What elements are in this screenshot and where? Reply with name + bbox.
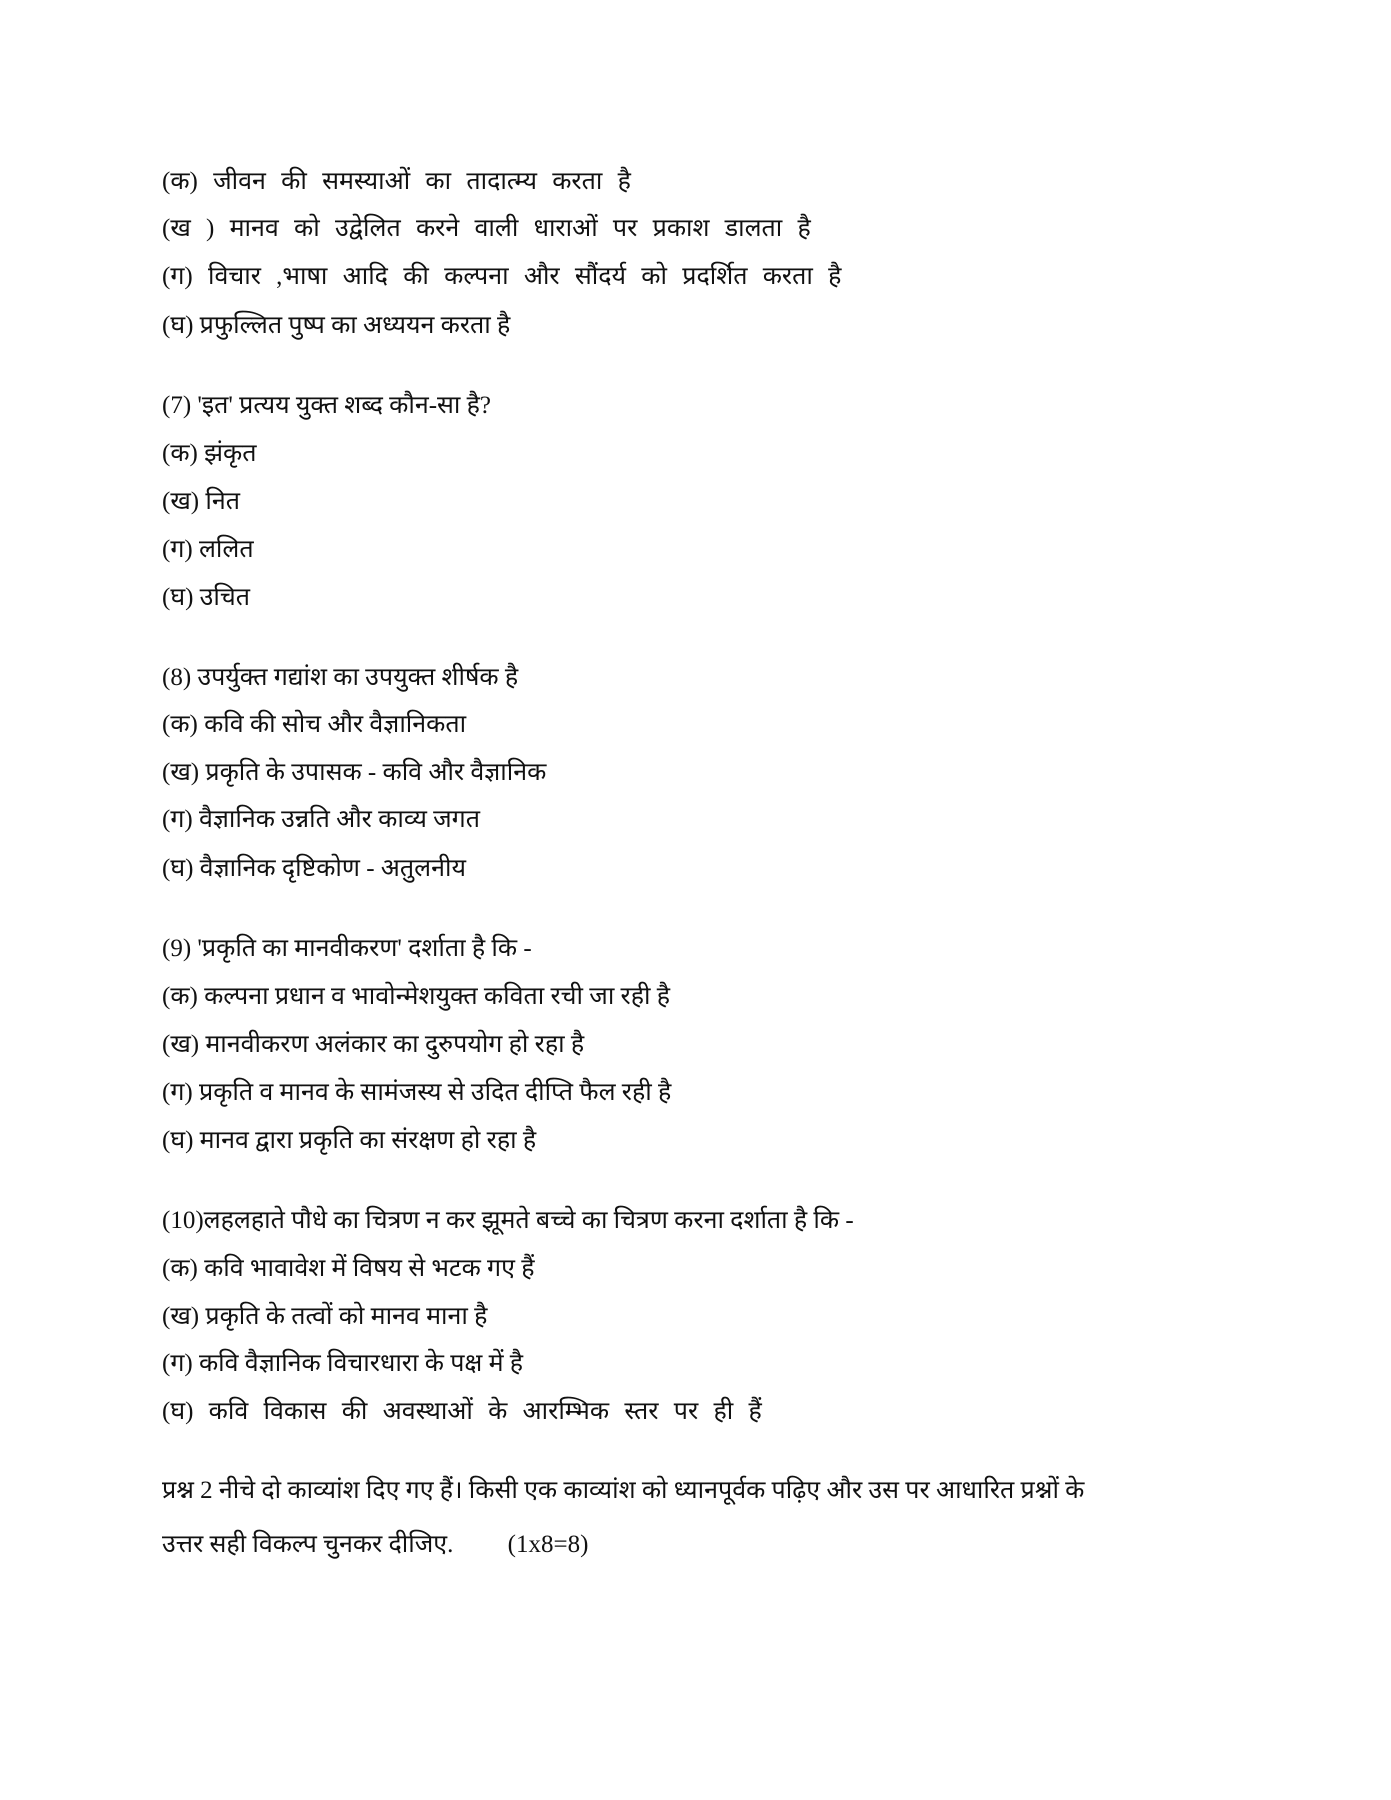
q9-option-ka: (क) कल्पना प्रधान व भावोन्मेशयुक्त कविता रची जा रही है (162, 983, 671, 1010)
q8-option-kha: (ख) प्रकृति के उपासक - कवि और वैज्ञानिक (162, 759, 547, 786)
section2-instruction-line2: उत्तर सही विकल्प चुनकर दीजिए. (162, 1531, 454, 1558)
q10-option-ka: (क) कवि भावावेश में विषय से भटक गए हैं (162, 1255, 535, 1282)
section2-instruction: प्रश्न 2 नीचे दो काव्यांश दिए गए हैं। किसी एक काव्यांश को ध्यानपूर्वक पढ़िए और उस पर आधारित प्रश्नों के (162, 1477, 1085, 1504)
section2-instruction-cont (162, 1528, 588, 1562)
q7-option-kha: (ख) नित (162, 488, 240, 515)
q7-option-ga: (ग) ललित (162, 536, 254, 563)
q7-option-gha: (घ) उचित (162, 584, 250, 611)
q8-option-ka: (क) कवि की सोच और वैज्ञानिकता (162, 711, 467, 738)
q6-option-ga: (ग) विचार ,भाषा आदि की कल्पना और सौंदर्य को प्रदर्शित करता है (162, 263, 842, 290)
q9-option-gha: (घ) मानव द्वारा प्रकृति का संरक्षण हो रहा है (162, 1127, 537, 1154)
q9-question: (9) 'प्रकृति का मानवीकरण' दर्शाता है कि - (162, 935, 532, 962)
q6-option-kha: (ख ) मानव को उद्वेलित करने वाली धाराओं पर प्रकाश डालता है (162, 215, 811, 242)
q8-option-gha: (घ) वैज्ञानिक दृष्टिकोण - अतुलनीय (162, 855, 466, 882)
q10-option-gha: (घ) कवि विकास की अवस्थाओं के आरम्भिक स्तर पर ही हैं (162, 1398, 762, 1425)
q9-option-kha: (ख) मानवीकरण अलंकार का दुरुपयोग हो रहा है (162, 1031, 585, 1058)
q10-question: (10)लहलहाते पौधे का चित्रण न कर झूमते बच्चे का चित्रण करना दर्शाता है कि - (162, 1207, 854, 1234)
q9-option-ga: (ग) प्रकृति व मानव के सामंजस्य से उदित दीप्ति फैल रही है (162, 1079, 672, 1106)
q6-option-gha: (घ) प्रफुल्लित पुष्प का अध्ययन करता है (162, 312, 511, 339)
q8-option-ga: (ग) वैज्ञानिक उन्नति और काव्य जगत (162, 806, 481, 833)
q7-option-ka: (क) झंकृत (162, 440, 257, 467)
q7-question: (7) 'इत' प्रत्यय युक्त शब्द कौन-सा है? (162, 392, 492, 419)
q6-option-ka: (क) जीवन की समस्याओं का तादात्म्य करता है (162, 168, 631, 195)
section2-marks: (1x8=8) (507, 1531, 589, 1558)
q8-question: (8) उपर्युक्त गद्यांश का उपयुक्त शीर्षक है (162, 664, 519, 691)
q10-option-ga: (ग) कवि वैज्ञानिक विचारधारा के पक्ष में है (162, 1350, 524, 1377)
q10-option-kha: (ख) प्रकृति के तत्वों को मानव माना है (162, 1303, 488, 1330)
